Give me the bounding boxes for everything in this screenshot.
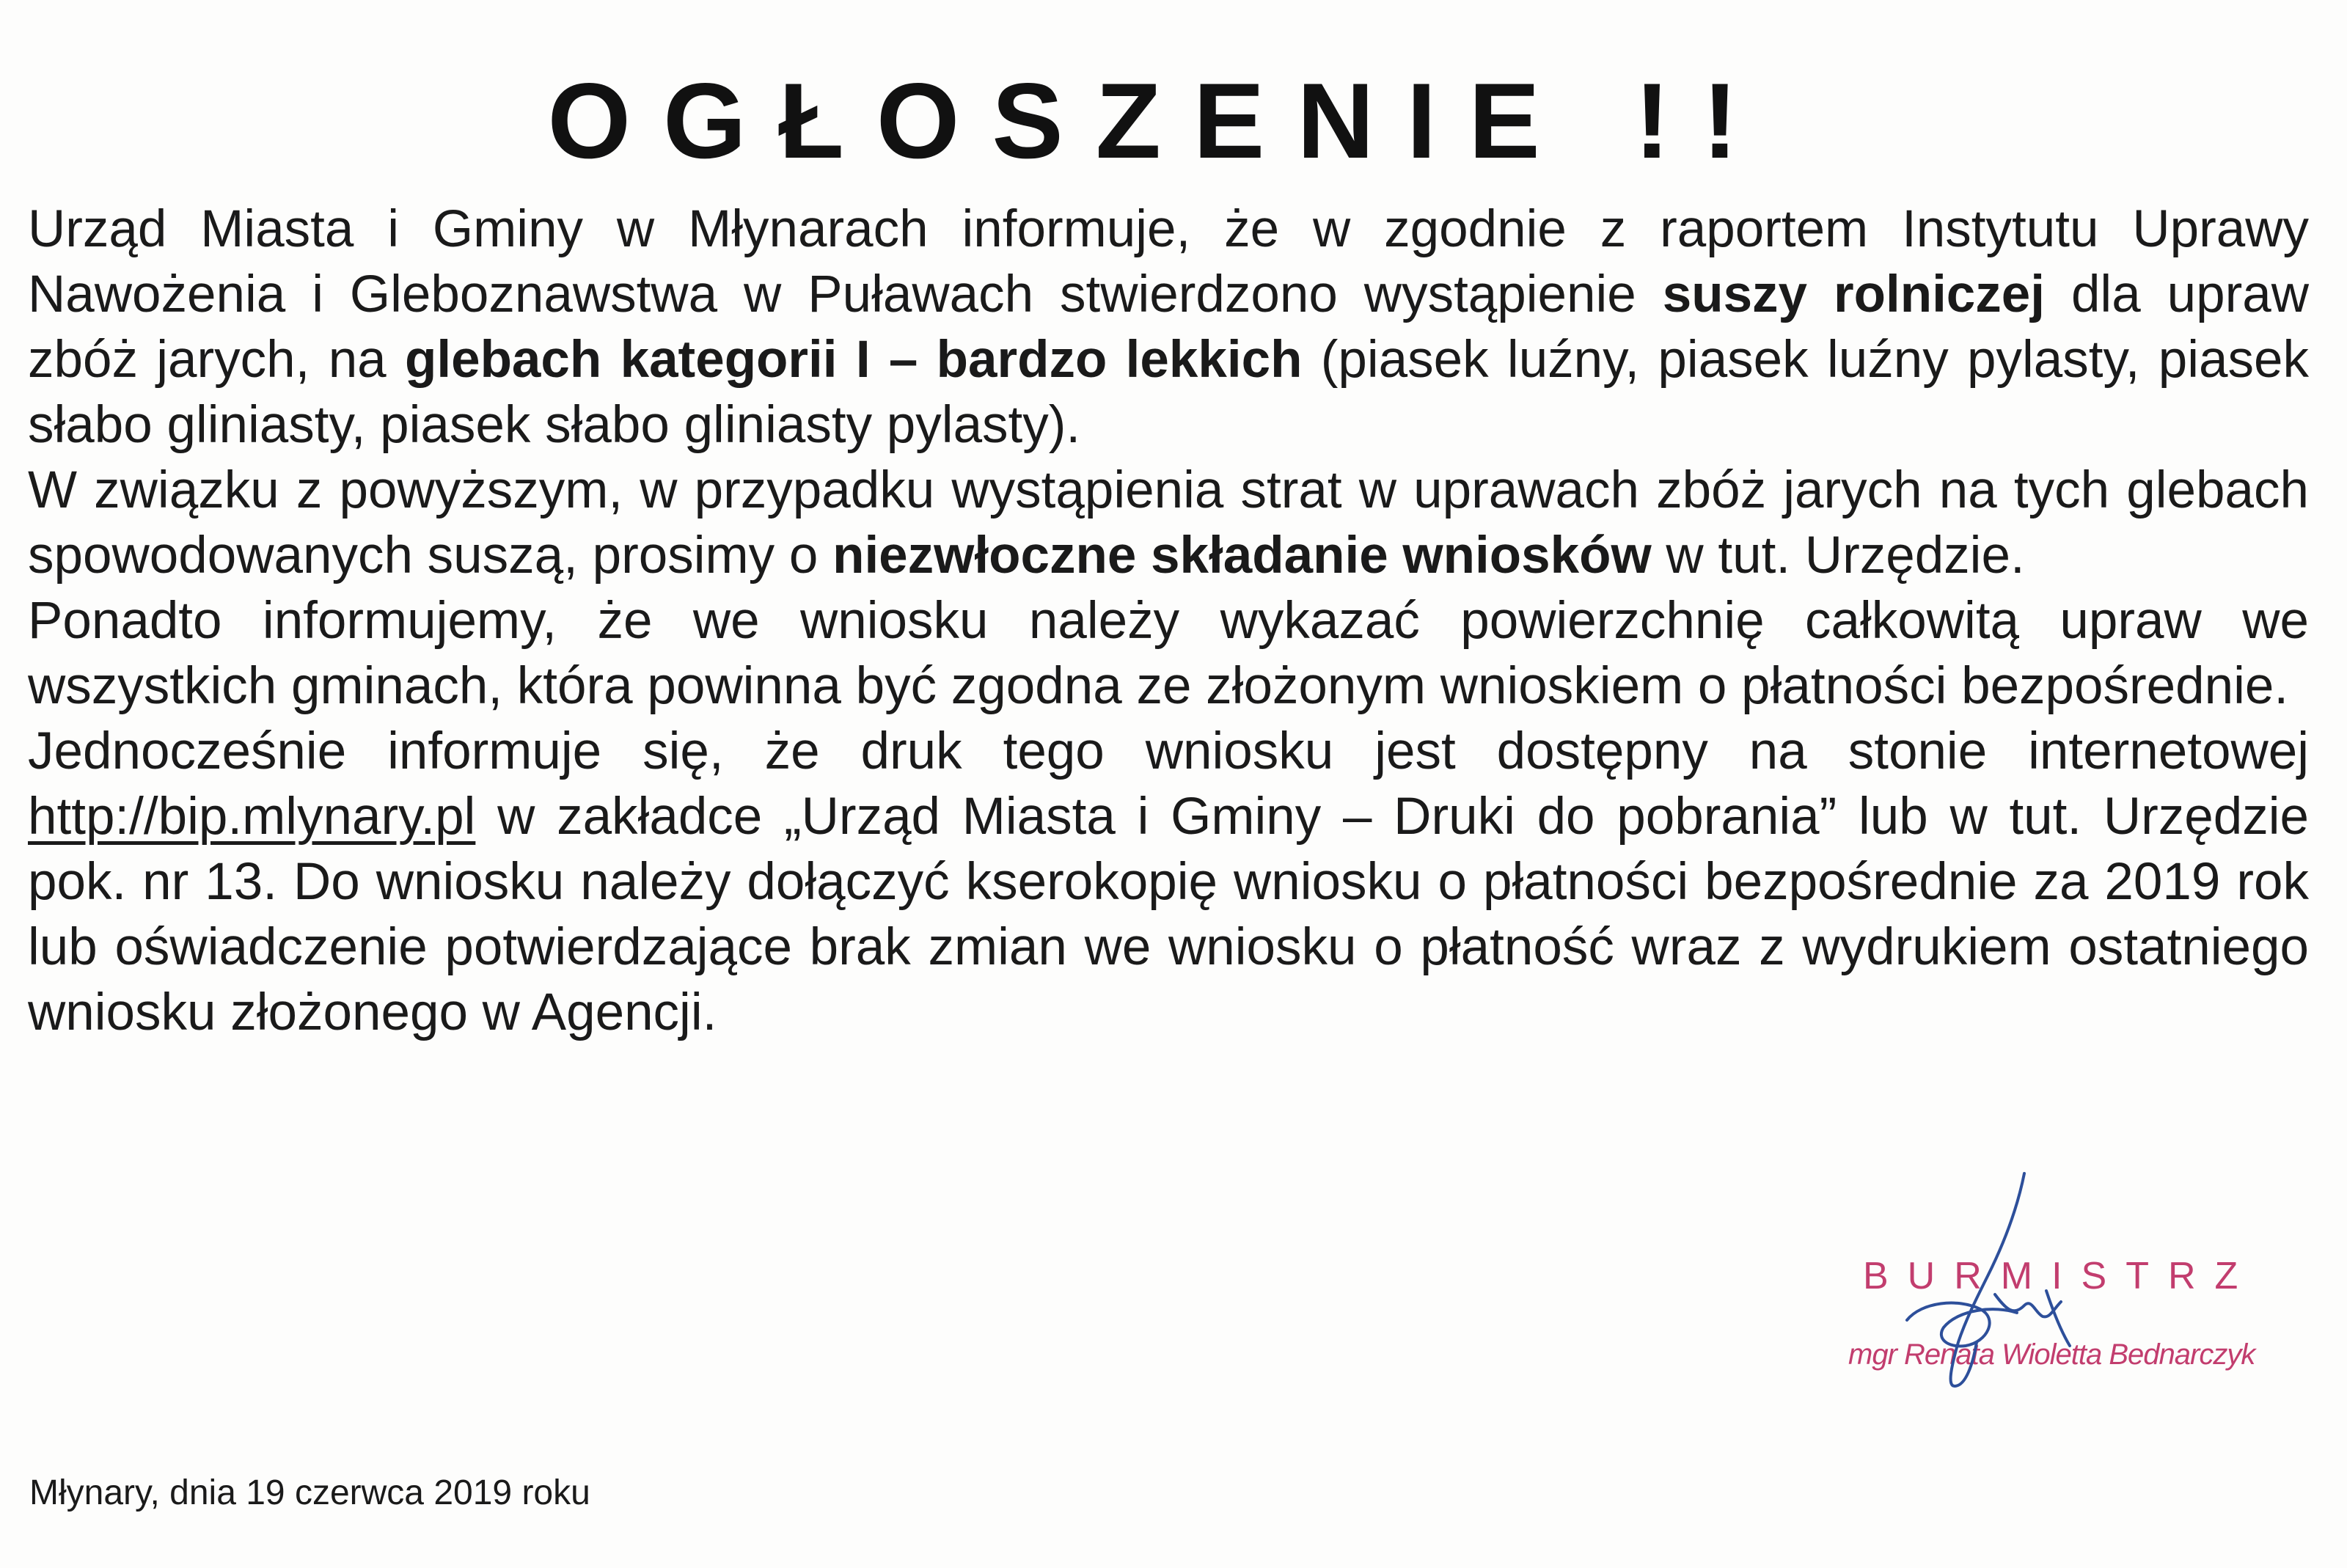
announcement-body [28,197,2309,1045]
announcement-title: OGŁOSZENIE !! [547,61,1771,180]
paragraph-1: Urząd Miasta i Gminy w Młynarach informuje, że w zgodnie z raportem Instytutu Uprawy Nawożenia i Gleboznawstwa w Puławach stwierdzono wystąpienie suszy rolniczej dla upraw zbóż jarych, na glebach kategorii I – bardzo lekkich (piasek luźny, piasek luźny pylasty, piasek słabo gliniasty, piasek słabo gliniasty pylasty). [28,200,2310,454]
handwritten-signature [1878,1166,2098,1401]
paragraph-4: Jednocześnie informuje się, że druk tego wniosku jest dostępny na stonie internetowej http://bip.mlynary.pl w zakładce „Urząd Miasta i Gminy – Druki do pobrania” lub w tut. Urzędzie pok. nr 13. Do wniosku należy dołączyć kserokopię wniosku o płatności bezpośrednie za 2019 rok lub oświadczenie potwierdzające brak zmian we wniosku o płatność wraz z wydrukiem ostatniego wniosku złożonego w Agencji. [28,722,2309,1041]
bip-website-link[interactable]: http://bip.mlynary.pl [28,788,476,846]
bold-phrase-soil-category: glebach kategorii I – bardzo lekkich [404,331,1303,389]
bold-phrase-applications: niezwłoczne składanie wniosków [832,527,1652,585]
mayor-title-stamp: BURMISTRZ [1863,1255,2258,1297]
paragraph-2: W związku z powyższym, w przypadku wystąpienia strat w uprawach zbóż jarych na tych glebach spowodowanych suszą, prosimy o niezwłoczne składanie wniosków w tut. Urzędzie. [28,461,2309,585]
signature-block [1819,1166,2274,1401]
paragraph-3: Ponadto informujemy, że we wniosku należy wykazać powierzchnię całkowitą upraw we wszystkich gminach, która powinna być zgodna ze złożonym wnioskiem o płatności bezpośrednie. [28,592,2309,715]
place-and-date: Młynary, dnia 19 czerwca 2019 roku [29,1473,590,1512]
mayor-name-stamp: mgr Renata Wioletta Bednarczyk [1848,1338,2255,1371]
bold-phrase-drought: suszy rolniczej [1662,265,2046,323]
